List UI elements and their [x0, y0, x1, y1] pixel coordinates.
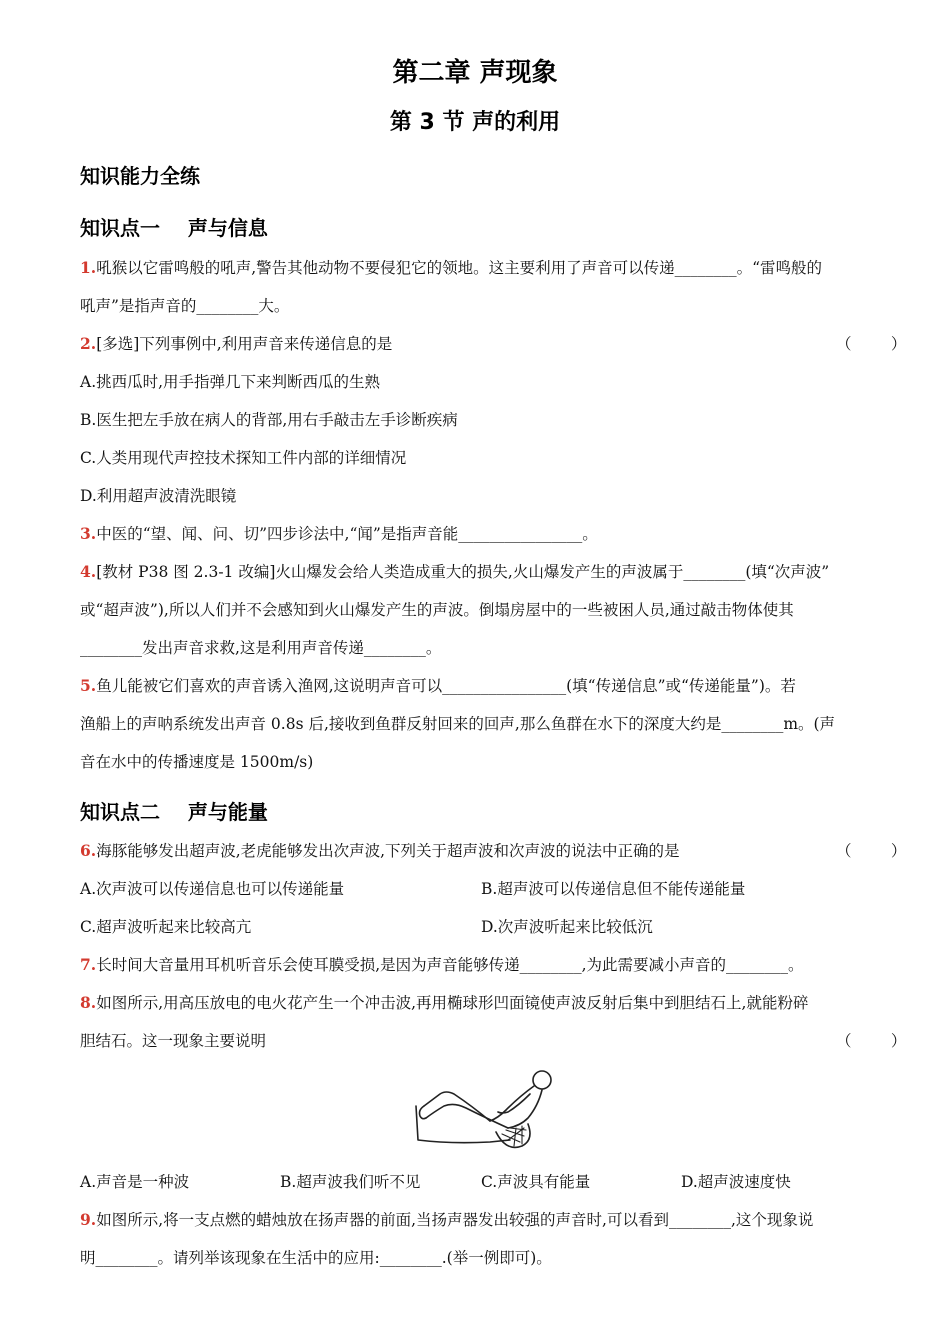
figure-leg-upper	[424, 1092, 490, 1121]
question-6-option-c: C.超声波听起来比较高亢	[80, 918, 252, 936]
question-number: 6.	[80, 841, 97, 860]
question-2-option-a: A.挑西瓜时,用手指弹几下来判断西瓜的生熟	[80, 373, 381, 391]
figure-torso	[490, 1086, 534, 1121]
question-number: 8.	[80, 993, 97, 1012]
question-6-option-d: D.次声波听起来比较低沉	[481, 918, 653, 936]
question-number: 2.	[80, 334, 97, 353]
answer-paren: （ ）	[836, 1032, 907, 1050]
question-number: 7.	[80, 955, 97, 974]
question-6-option-b: B.超声波可以传递信息但不能传递能量	[481, 880, 746, 898]
section-title: 第 3 节 声的利用	[389, 110, 561, 135]
question-5-line-3: 音在水中的传播速度是 1500m/s)	[80, 753, 314, 771]
question-2-stem: 2.[多选]下列事例中,利用声音来传递信息的是	[80, 334, 393, 353]
question-number: 3.	[80, 524, 97, 543]
question-number: 1.	[80, 258, 97, 277]
question-8-option-b: B.超声波我们听不见	[280, 1173, 421, 1191]
question-number: 9.	[80, 1210, 97, 1229]
question-8-option-d: D.超声波速度快	[681, 1173, 791, 1191]
chapter-title: 第二章 声现象	[392, 58, 558, 88]
question-5-line-2: 渔船上的声呐系统发出声音 0.8s 后,接收到鱼群反射回来的回声,那么鱼群在水下的深度大约是________m。(声	[80, 715, 836, 733]
question-4-line-1: 4.[教材 P38 图 2.3-1 改编]火山爆发会给人类造成重大的损失,火山爆发产生的声波属于________(填“次声波”	[80, 562, 830, 581]
reflector-lines	[502, 1126, 526, 1146]
answer-paren: （ ）	[836, 842, 907, 860]
question-8-option-a: A.声音是一种波	[80, 1173, 190, 1191]
practice-heading: 知识能力全练	[80, 164, 200, 188]
topic1-heading: 知识点一 声与信息	[80, 216, 268, 240]
topic2-heading: 知识点二 声与能量	[80, 800, 268, 824]
question-number: 5.	[80, 676, 97, 695]
question-8-option-c: C.声波具有能量	[481, 1173, 591, 1191]
question-5-line-1: 5.鱼儿能被它们喜欢的声音诱入渔网,这说明声音可以________________(填“传递信息”或“传递能量”)。若	[80, 676, 796, 695]
question-4-line-3: ________发出声音求救,这是利用声音传递________。	[80, 639, 442, 657]
question-9-line-2: 明________。请列举该现象在生活中的应用:________.(举一例即可)。	[80, 1249, 552, 1267]
figure-head	[533, 1071, 551, 1089]
answer-paren: （ ）	[836, 335, 907, 353]
question-6-stem: 6.海豚能够发出超声波,老虎能够发出次声波,下列关于超声波和次声波的说法中正确的是	[80, 841, 680, 860]
question-2-option-d: D.利用超声波清洗眼镜	[80, 487, 237, 505]
question-8-line-2: 胆结石。这一现象主要说明	[80, 1032, 267, 1050]
question-6-option-a: A.次声波可以传递信息也可以传递能量	[80, 880, 345, 898]
question-2-option-c: C.人类用现代声控技术探知工件内部的详细情况	[80, 449, 407, 467]
tub-outline	[416, 1106, 510, 1143]
question-3: 3.中医的“望、闻、问、切”四步诊法中,“闻”是指声音能________________。	[80, 524, 598, 543]
question-2-option-b: B.医生把左手放在病人的背部,用右手敲击左手诊断疾病	[80, 411, 458, 429]
figure-arm	[498, 1094, 530, 1113]
question-1-line-2: 吼声”是指声音的________大。	[80, 297, 290, 315]
lithotripsy-figure	[410, 1066, 560, 1152]
figure-foot	[420, 1106, 427, 1119]
question-8-line-1: 8.如图所示,用高压放电的电火花产生一个冲击波,再用椭球形凹面镜使声波反射后集中到胆结石上,就能粉碎	[80, 993, 809, 1012]
question-number: 4.	[80, 562, 97, 581]
question-7: 7.长时间大音量用耳机听音乐会使耳膜受损,是因为声音能够传递________,为此需要减小声音的________。	[80, 955, 804, 974]
question-9-line-1: 9.如图所示,将一支点燃的蜡烛放在扬声器的前面,当扬声器发出较强的声音时,可以看到________,这个现象说	[80, 1210, 814, 1229]
figure-leg-lower	[426, 1104, 508, 1128]
question-1-line-1: 1.吼猴以它雷鸣般的吼声,警告其他动物不要侵犯它的领地。这主要利用了声音可以传递________。“雷鸣般的	[80, 258, 823, 277]
question-4-line-2: 或“超声波”),所以人们并不会感知到火山爆发产生的声波。倒塌房屋中的一些被困人员,通过敲击物体使其	[80, 601, 794, 619]
